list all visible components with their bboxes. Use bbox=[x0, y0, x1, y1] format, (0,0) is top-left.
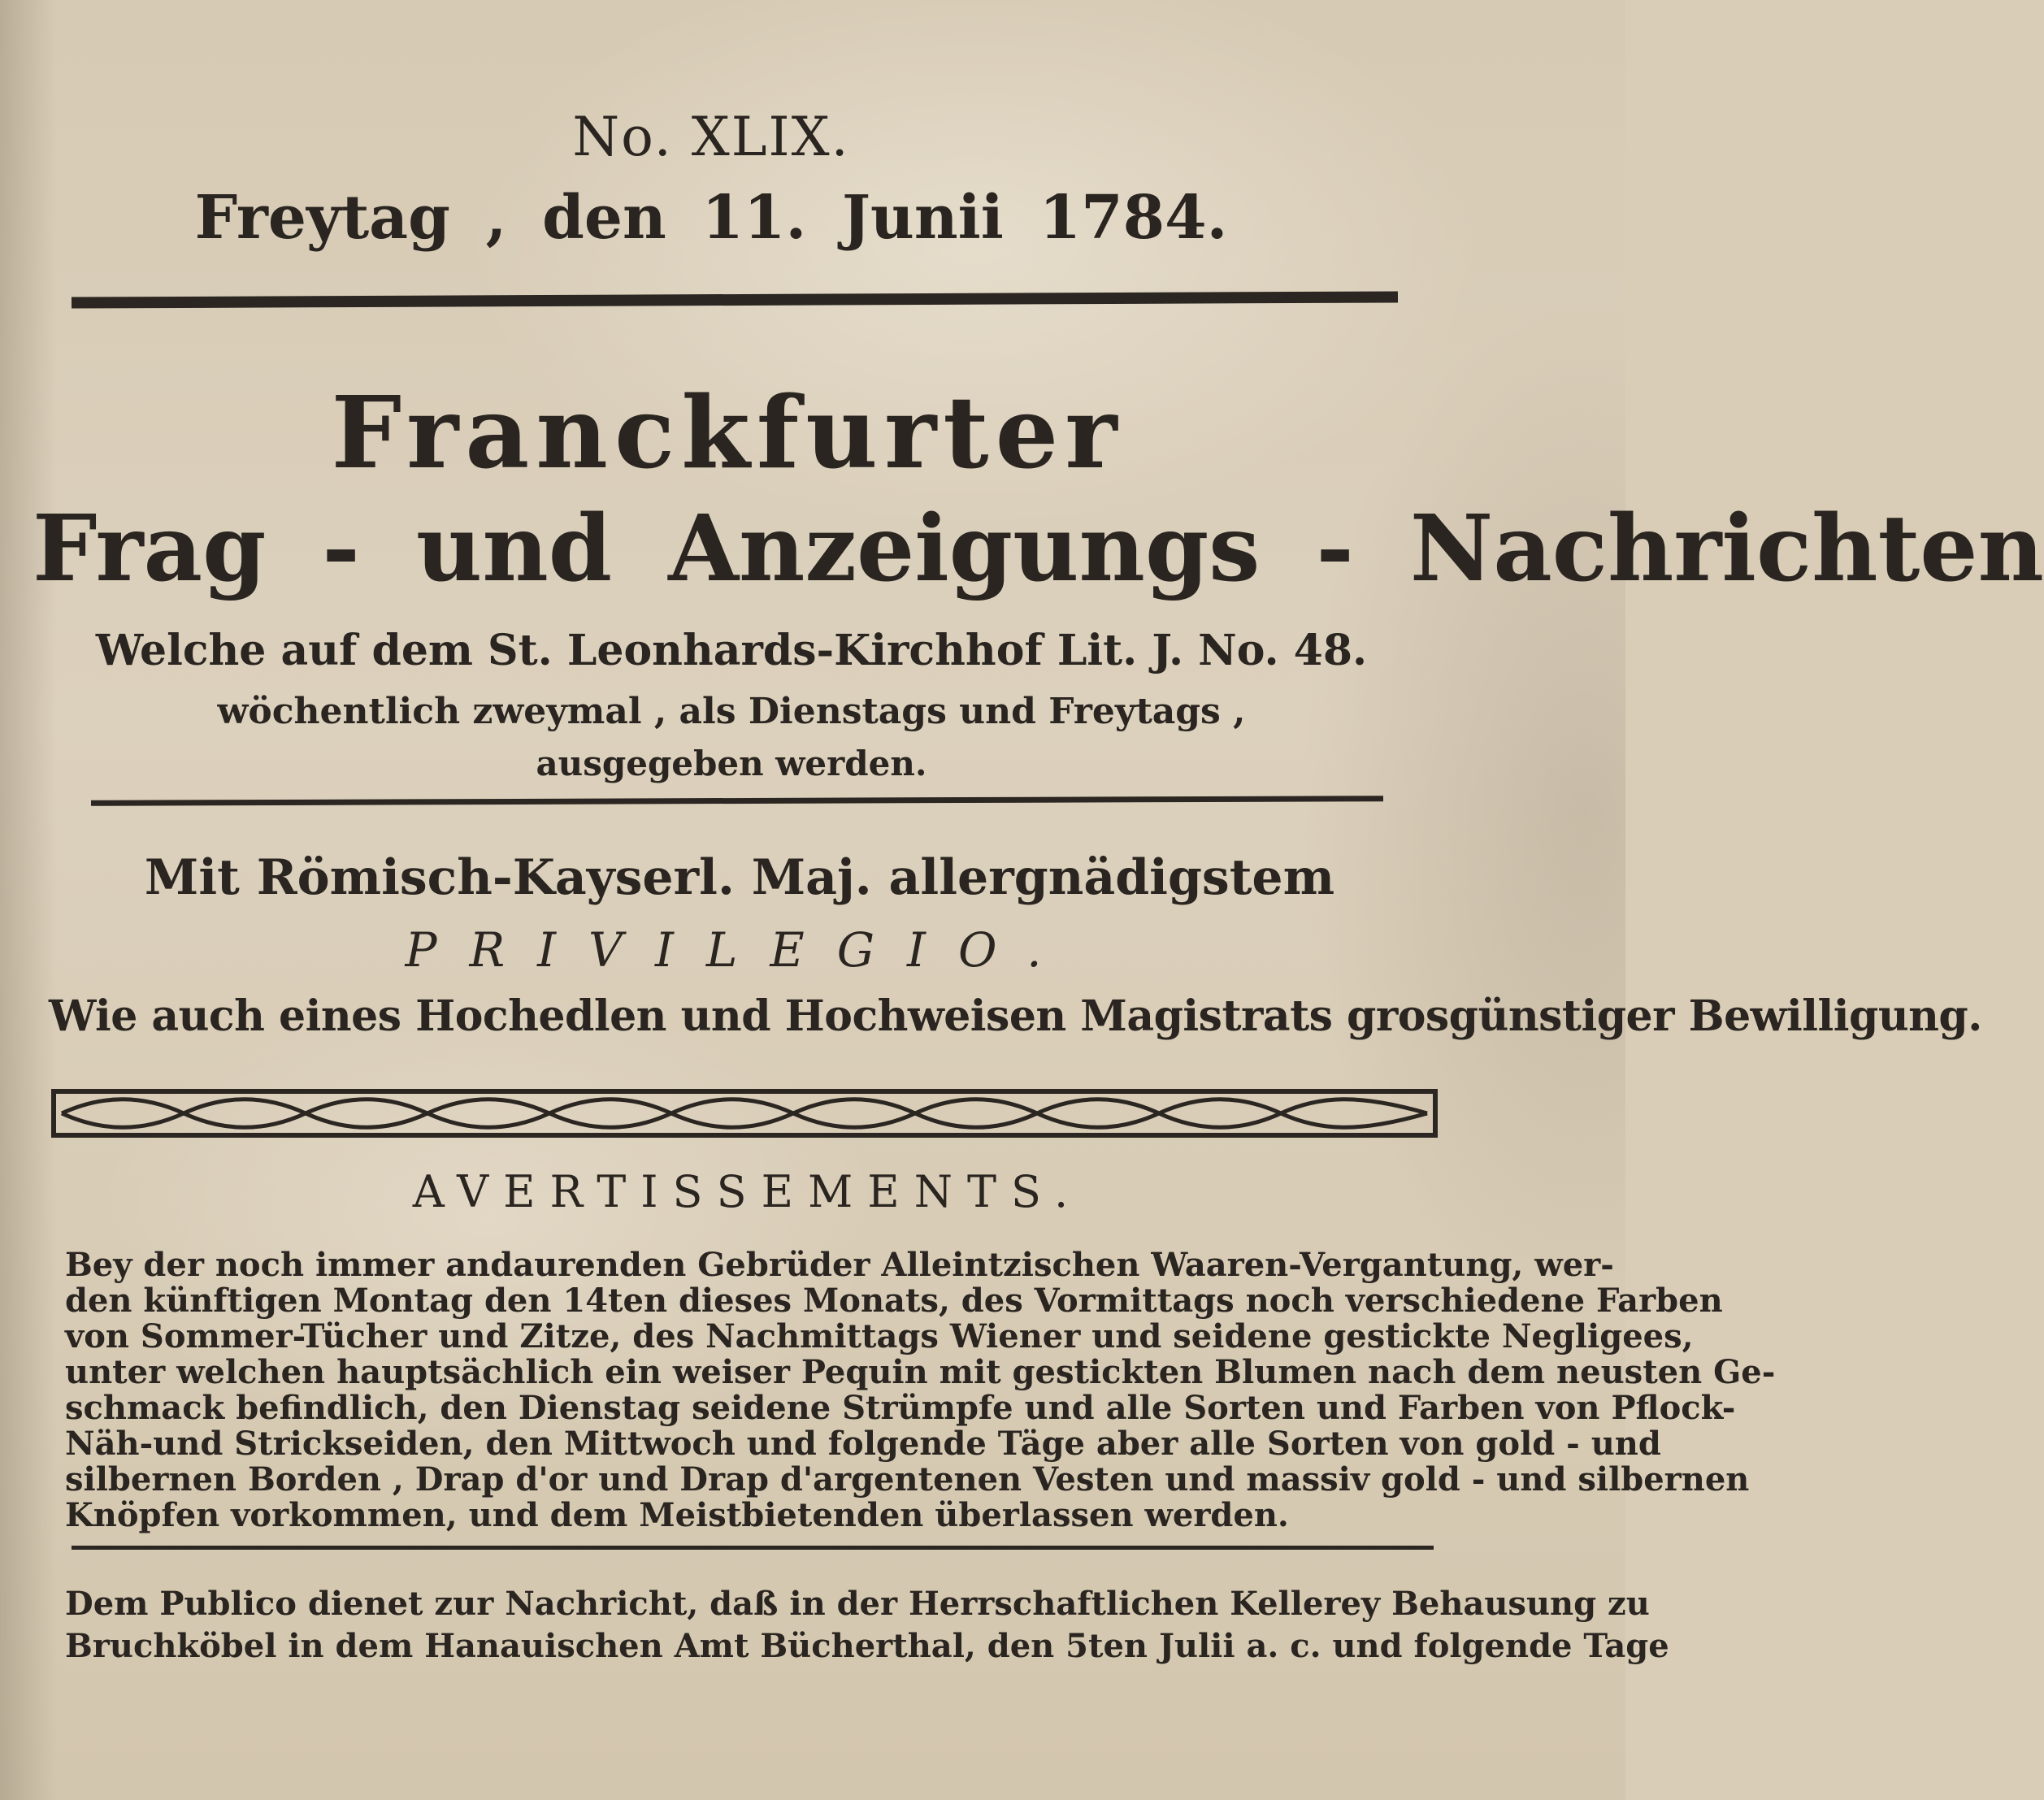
privilege-line-1: Mit Römisch-Kayserl. Maj. allergnädigstem bbox=[144, 849, 1335, 906]
issue-number: No. XLIX. bbox=[572, 106, 850, 168]
article-line: Bey der noch immer andaurenden Gebrüder Alleintzischen Waaren-Vergantung, wer- bbox=[65, 1246, 1614, 1284]
article-line: schmack befindlich, den Dienstag seidene Strümpfe und alle Sorten und Farben von Pflock- bbox=[65, 1389, 1736, 1427]
article-line: silbernen Borden , Drap d'or und Drap d'argentenen Vesten und massiv gold - und silbernen bbox=[65, 1460, 1750, 1499]
section-heading: AVERTISSEMENTS. bbox=[412, 1166, 1083, 1217]
masthead-subtitle-line-2: wöchentlich zweymal , als Dienstags und Freytags , bbox=[217, 691, 1246, 732]
masthead-title-line-1: Franckfurter bbox=[331, 374, 1124, 491]
article-line: Knöpfen vorkommen, und dem Meistbietenden überlassen werden. bbox=[65, 1496, 1289, 1534]
article-2 bbox=[65, 1583, 1669, 1668]
ornamental-border bbox=[54, 1085, 1435, 1142]
article-line: unter welchen hauptsächlich ein weiser Pequin mit gestickten Blumen nach dem neusten Ge- bbox=[65, 1353, 1776, 1391]
masthead-subtitle-line-1: Welche auf dem St. Leonhards-Kirchhof Lit. J. No. 48. bbox=[95, 626, 1368, 675]
masthead-subtitle-line-3: ausgegeben werden. bbox=[536, 744, 927, 783]
masthead-rule bbox=[91, 796, 1383, 806]
article-1 bbox=[65, 1246, 1776, 1534]
article-line: von Sommer-Tücher und Zitze, des Nachmittags Wiener und seidene gestickte Negligees, bbox=[65, 1317, 1694, 1355]
article-line: Bruchköbel in dem Hanauischen Amt Bücherthal, den 5ten Julii a. c. und folgende Tage bbox=[65, 1627, 1669, 1665]
article-line: Dem Publico dienet zur Nachricht, daß in der Herrschaftlichen Kellerey Behausung zu bbox=[65, 1585, 1650, 1623]
article-line: den künftigen Montag den 14ten dieses Monats, des Vormittags noch verschiedene Farben bbox=[65, 1282, 1723, 1320]
header-rule bbox=[72, 291, 1398, 308]
article-line: Näh-und Strickseiden, den Mittwoch und folgende Täge aber alle Sorten von gold - und bbox=[65, 1425, 1661, 1463]
privilege-line-2: PRIVILEGIO. bbox=[405, 922, 1074, 978]
article-divider bbox=[72, 1546, 1434, 1550]
issue-date: Freytag , den 11. Junii 1784. bbox=[194, 183, 1228, 253]
privilege-line-3: Wie auch eines Hochedlen und Hochweisen Magistrats grosgünstiger Bewilligung. bbox=[49, 991, 1982, 1041]
masthead-title-line-2: Frag - und Anzeigungs - Nachrichten bbox=[33, 496, 2044, 602]
